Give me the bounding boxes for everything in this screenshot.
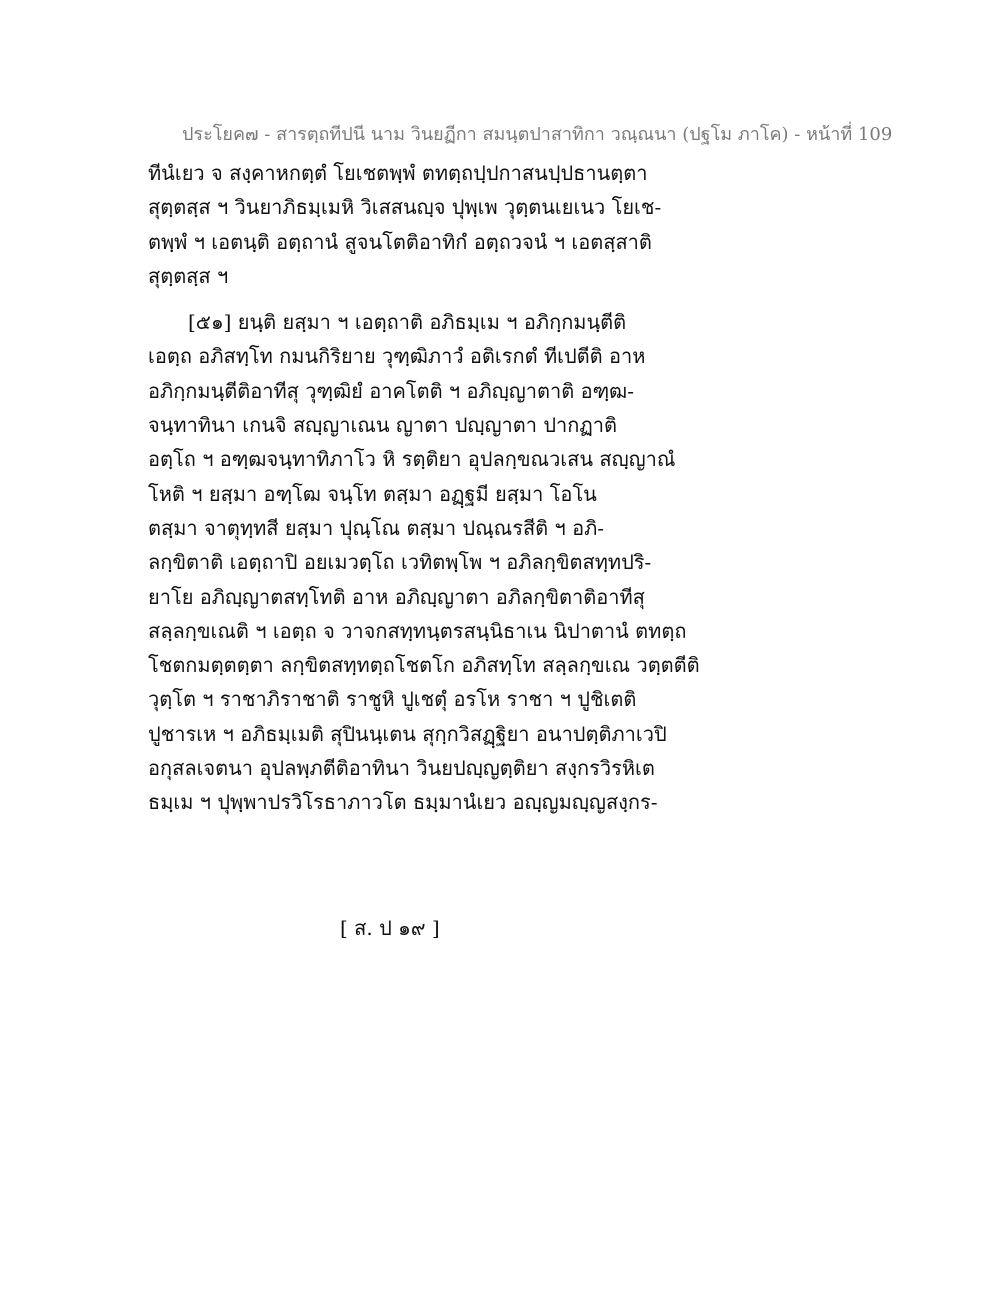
- text-line: จนฺทาทินา เกนจิ สญฺญาเณน ญาตา ปญฺญาตา ปากฏาติ: [148, 413, 617, 438]
- text-line: ปูชารเห ฯ อภิธมฺเมติ สุปินนฺเตน สุกฺกวิสฏฺฐิยา อนาปตฺติภาเวปิ: [148, 721, 667, 746]
- text-line: ตสฺมา จาตุทฺทสี ยสฺมา ปุณฺโณ ตสฺมา ปณฺณรสีติ ฯ อภิ-: [148, 515, 605, 540]
- text-line: อตฺโถ ฯ อฑฺฒจนฺทาทิภาโว หิ รตฺติยา อุปลกฺขณวเสน สญฺญาณํ: [148, 447, 676, 472]
- text-line: ธมฺเม ฯ ปุพฺพาปรวิโรธาภาวโต ธมฺมานํเยว อญฺญมญฺญสงฺกร-: [148, 790, 658, 815]
- page-footer: [ ส. ป ๑๙ ]: [340, 916, 440, 940]
- paragraph-2: [148, 305, 828, 819]
- text-line: ลกฺขิตาติ เอตฺถาปิ อยเมวตฺโถ เวทิตพฺโพ ฯ อภิลกฺขิตสทฺทปริ-: [148, 550, 652, 575]
- text-line: สุตฺตสฺส ฯ วินยาภิธมฺเมหิ วิเสสนญฺจ ปุพฺเพ วุตฺตนเยเนว โยเช-: [148, 195, 662, 220]
- text-line: อภิกฺกมนฺตีติอาทีสุ วุฑฺฒิยํ อาคโตติ ฯ อภิญฺญาตาติ อฑฺฒ-: [148, 378, 635, 403]
- text-line: โหติ ฯ ยสฺมา อฑฺโฒ จนฺโท ตสฺมา อฏฺฐมี ยสฺมา โอโน: [148, 481, 597, 506]
- text-line: ยาโย อภิญฺญาตสทฺโทติ อาห อภิญฺญาตา อภิลกฺขิตาติอาทีสุ: [148, 584, 645, 609]
- text-line: เอตฺถ อภิสทฺโท กมนกิริยาย วุฑฺฒิภาวํ อติเรกตํ ทีเปตีติ อาห: [148, 344, 646, 369]
- text-line: วุตฺโต ฯ ราชาภิราชาติ ราชูหิ ปูเชตุํ อรโห ราชา ฯ ปูชิเตติ: [148, 687, 637, 712]
- page-header: ประโยค๗ - สารตฺถทีปนี นาม วินยฏีกา สมนฺตปาสาทิกา วณฺณนา (ปฐโม ภาโค) - หน้าที่ 109: [182, 124, 893, 145]
- text-line: โชตกมตฺตตฺตา ลกฺขิตสทฺทตฺถโชตโก อภิสทฺโท สลฺลกฺขเณ วตฺตตีติ: [148, 653, 700, 678]
- text-line: สลฺลกฺขเณติ ฯ เอตฺถ จ วาจกสทฺทนฺตรสนฺนิธาเน นิปาตานํ ตทตฺถ: [148, 618, 687, 643]
- text-line: [๕๑] ยนฺติ ยสฺมา ฯ เอตฺถาติ อภิธมฺเม ฯ อภิกฺกมนฺตีติ: [188, 310, 627, 335]
- text-line: ทีนํเยว จ สงฺคาหกตฺตํ โยเชตพฺพํ ตทตฺถปฺปกาสนปฺปธานตฺตา: [148, 161, 648, 185]
- text-line: สุตฺตสฺส ฯ: [148, 263, 229, 288]
- text-line: ตพฺพํ ฯ เอตนฺติ อตฺถานํ สูจนโตติอาทิกํ อตฺถวจนํ ฯ เอตสฺสาติ: [148, 229, 652, 254]
- paragraph-1: [148, 156, 828, 293]
- body-text: [148, 156, 828, 820]
- text-line: อกุสลเจตนา อุปลพฺภตีติอาทินา วินยปญฺญตฺติยา สงฺกรวิรหิเต: [148, 756, 655, 781]
